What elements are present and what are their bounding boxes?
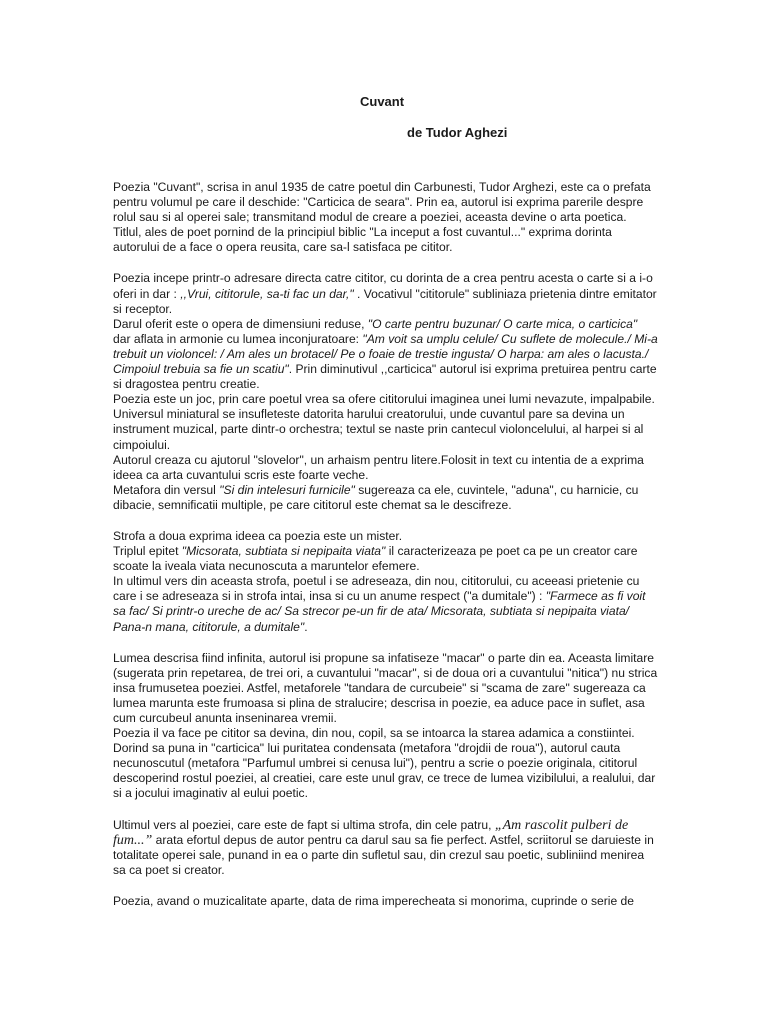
paragraph-game: Poezia este un joc, prin care poetul vrea sa ofere cititorului imaginea unei lumi nevazute, impalpabile. bbox=[113, 392, 655, 407]
document-author: de Tudor Aghezi bbox=[407, 125, 508, 140]
paragraph-epithet: Triplul epitet "Micsorata, subtiata si nepipaita viata" il caracterizeaza pe poet ca pe un creator care scoate la iveala viata necunoscuta a maruntelor efemere. bbox=[113, 544, 638, 574]
paragraph-final-verse: Ultimul vers al poeziei, care este de fapt si ultima strofa, din cele patru, „Am rascolit pulberi de fum...” arata efortul depus de autor pentru ca darul sau sa fie perfect. Astfel, scriitorul se daruieste in totalitate operei sale, punand in ea o parte din sufletul sau, din crezul sau poetic, subliniind menirea sa ca poet si creator. bbox=[113, 817, 654, 877]
document-title: Cuvant bbox=[360, 94, 405, 109]
paragraph-metaphor: Metafora din versul "Si din intelesuri furnicile" sugereaza ca ele, cuvintele, "aduna", cu harnicie, cu dibacie, semnificatii multiple, pe care cititorul este chemat sa le descifreze. bbox=[113, 482, 639, 512]
quote: „Am rascolit pulberi de fum...” bbox=[113, 817, 629, 848]
paragraph-letters: Autorul creaza cu ajutorul "slovelor", un arhaism pentru litere.Folosit in text cu intentia de a exprima ideea ca arta cuvantului scris este foarte veche. bbox=[113, 452, 644, 482]
quote: "O carte pentru buzunar/ O carte mica, o carticica" bbox=[367, 316, 638, 331]
paragraph-childhood: Poezia il va face pe cititor sa devina, din nou, copil, sa se intoarca la starea adamica a constiintei. Dorind sa puna in "carticica" lui puritatea condensata (metafora "drojdii de roua"), autorul cauta necunoscutul (metafora "Parfumul umbrei si cenusa lui"), pentru a scrie o poezie originala, cititorul descoperind rostul poeziei, al creatiei, care este unul grav, ce trece de lumea vizibilului, a realului, dar si a jocului imaginativ al eului poetic. bbox=[113, 726, 656, 801]
quote: "Am voit sa umplu celule/ Cu suflete de molecule./ Mi-a trebuit un violoncel: / Am ales un brotacel/ Pe o foaie de trestie ingusta/ O harpa: am ales o lacusta./ Cimpoiul trebuia sa fie un scatiu" bbox=[113, 331, 658, 377]
paragraph-intro: Poezia "Cuvant", scrisa in anul 1935 de catre poetul din Carbunesti, Tudor Arghezi, este ca o prefata pentru volumul pe care il deschide: "Carticica de seara". Prin ea, autorul isi exprima parerile despre rolul sau si al operei sale; transmitand modul de creare a poeziei, aceasta devine o arta poetica. Titlul, ales de poet pornind de la principiul biblic "La inceput a fost cuvantul..." exprima dorinta autorului de a face o opera reusita, care sa-l satisfaca pe cititor. bbox=[113, 180, 651, 255]
quote: "Micsorata, subtiata si nepipaita viata" bbox=[181, 544, 386, 559]
paragraph-address: Poezia incepe printr-o adresare directa catre cititor, cu dorinta de a crea pentru acesta o carte si a i-o oferi in dar : ,,Vrui, cititorule, sa-ti fac un dar," . Vocativul "cititorule" subliniaza prietenia dintre emitator si receptor. bbox=[113, 271, 657, 316]
quote: "Si din intelesuri furnicile" bbox=[219, 482, 355, 497]
paragraph-second-stanza: Strofa a doua exprima ideea ca poezia este un mister. bbox=[113, 528, 403, 543]
paragraph-universe: Universul miniatural se insufleteste datorita harului creatorului, unde cuvantul pare sa devina un instrument muzical, parte dintr-o orchestra; textul se naste prin cantecul violoncelului, al harpei si al cimpoiului. bbox=[113, 407, 644, 452]
quote: "Farmece as fi voit sa fac/ Si printr-o ureche de ac/ Sa strecor pe-un fir de ata/ Micsorata, subtiata si nepipaita viata/ Pana-n mana, cititorule, a dumitale" bbox=[113, 589, 646, 634]
document-body bbox=[113, 180, 658, 925]
quote: ,,Vrui, cititorule, sa-ti fac un dar," bbox=[180, 286, 354, 301]
paragraph-gift: Darul oferit este o opera de dimensiuni reduse, "O carte pentru buzunar/ O carte mica, o carticica" dar aflata in armonie cu lumea inconjuratoare: "Am voit sa umplu celule/ Cu suflete de molecule./ Mi-a trebuit un violoncel: / Am ales un brotacel/ Pe o foaie de trestie ingusta/ O harpa: am ales o lacusta./ Cimpoiul trebuia sa fie un scatiu". Prin diminutivul ,,carticica" autorul isi exprima pretuirea pentru carte si dragostea pentru creatie. bbox=[113, 316, 658, 392]
paragraph-musicality: Poezia, avand o muzicalitate aparte, data de rima imperecheata si monorima, cuprinde o serie de bbox=[113, 893, 634, 908]
paragraph-last-verse: In ultimul vers din aceasta strofa, poetul i se adreseaza, din nou, cititorului, cu aceeasi prietenie cu care i se adreseaza si in strofa intai, insa si cu un anume respect ("a dumitale") : "Farmece as fi voit sa fac/ Si printr-o ureche de ac/ Sa strecor pe-un fir de ata/ Micsorata, subtiata si nepipaita viata/ Pana-n mana, cititorule, a dumitale". bbox=[113, 574, 646, 634]
paragraph-world: Lumea descrisa fiind infinita, autorul isi propune sa infatiseze "macar" o parte din ea. Aceasta limitare (sugerata prin repetarea, de trei ori, a cuvantului "macar", si de doua ori a cuvantului "nitica") nu strica insa frumusetea poeziei. Astfel, metaforele "tandara de curcubeie" si "scama de zare" sugereaza ca lumea marunta este frumoasa si plina de stralucire; descrisa in poezie, ea aduce pace in suflet, asa cum curcubeul anunta inseninarea vremii. bbox=[113, 650, 658, 725]
